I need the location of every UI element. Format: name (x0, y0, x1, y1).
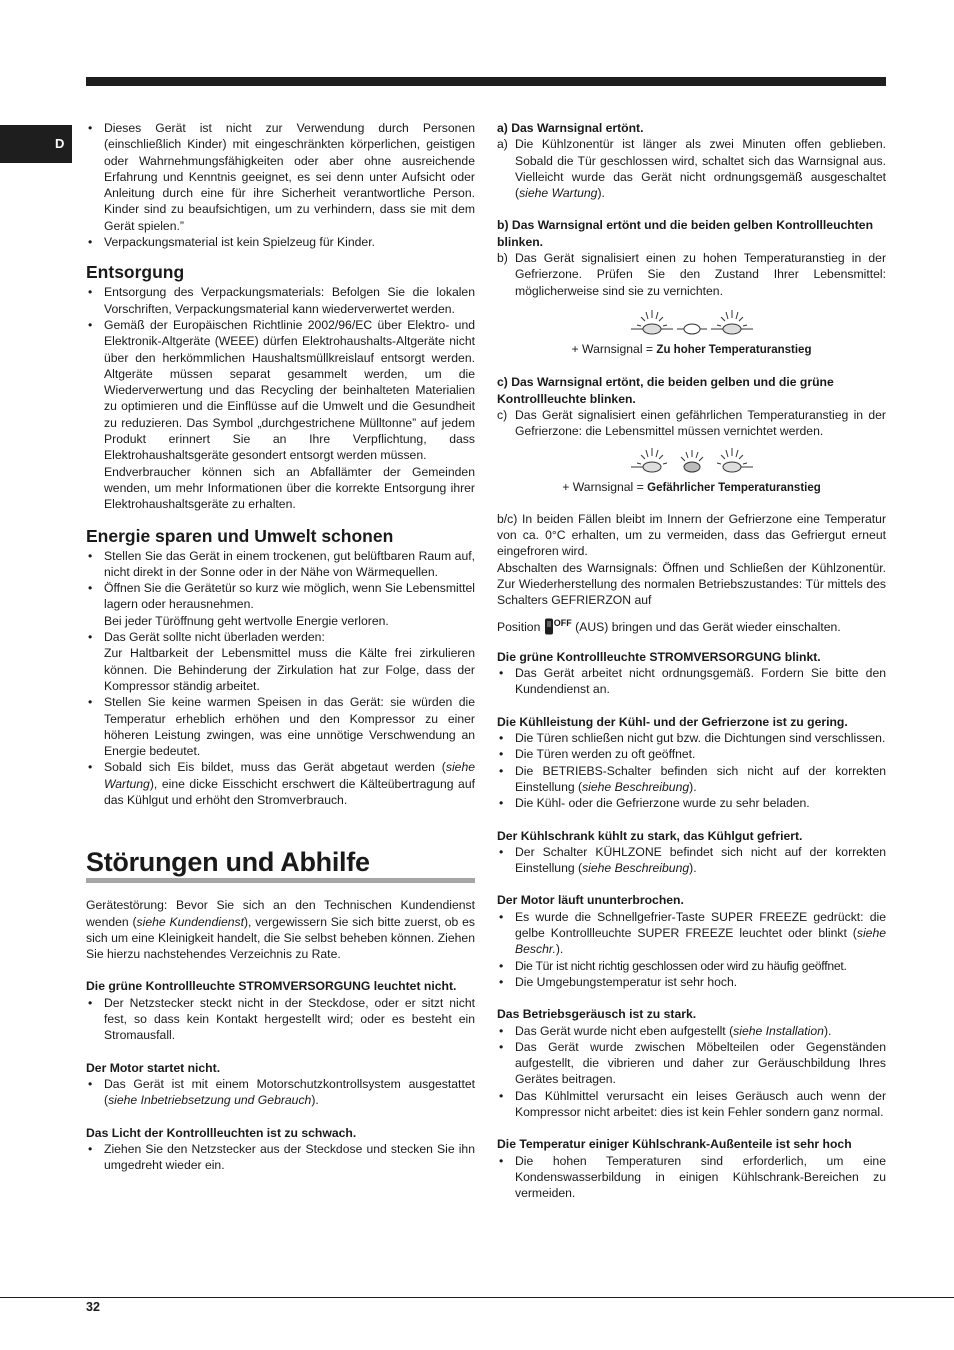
entsorgung-list (86, 284, 475, 512)
header-bar (86, 77, 886, 86)
problem-heading: b) Das Warnsignal ertönt und die beiden gelben Kontrollleuchten blinken. (497, 218, 874, 249)
blinking-yellow-lights-icon (627, 305, 757, 341)
cross-reference: siehe Inbetriebsetzung und Gebrauch (108, 1093, 312, 1108)
problem-list (497, 665, 886, 698)
left-column (86, 120, 475, 1173)
list-item: • Das Gerät wurde zwischen Möbelteilen oder Gegenständen aufgestellt, die vibrieren und daher zur Geräuschbildung Ihres Gerätes beitragen. (497, 1039, 886, 1088)
list-item: • Die Kühl- oder die Gefrierzone wurde zu sehr beladen. (497, 795, 886, 811)
off-label: OFF (553, 617, 572, 628)
intro-paragraph: Gerätestörung: Bevor Sie sich an den Technischen Kundendienst wenden (siehe Kundendienst), vergewissern Sie sich bitte zuerst, ob es sich um eine Kleinigkeit handelt, die Sie selbst beheben können. Ziehen Sie hierzu nachstehendes Verzeichnis zu Rate. (86, 898, 475, 962)
cross-reference: siehe Installation (733, 1023, 824, 1038)
abschalten-paragraph: Abschalten des Warnsignals: Öffnen und Schließen der Kühlzonentür. Zur Wiederherstellung des normalen Betriebszustandes: Tür mittels des Schalters GEFRIERZON auf (497, 560, 886, 608)
list-item: • Gemäß der Europäischen Richtlinie 2002/96/EC über Elektro- und Elektronik-Altgeräte (WEEE) dürfen Elektrohaushalts-Altgeräte nicht über den herkömmlichen Haushaltsmüllkreislauf entsorgt werden. Altgeräte müssen separat gesammelt werden, um die Wiederverwertung und das Recycling der beinhalteten Materialien zu optimieren und die Einflüsse auf die Umwelt und die Gesundheit zu reduzieren. Das Symbol „durchgestrichene Mülltonne” auf jedem Produkt erinnert Sie an Ihre Verpflichtung, dass Elektrohaushaltsgeräte gesondert entsorgt werden müssen. Endverbraucher können sich an Abfallämter der Gemeinden wenden, um mehr Informationen über die korrekte Entsorgung ihrer Elektrohaushaltsgeräte zu erhalten. (86, 317, 475, 513)
cross-reference: siehe Beschreibung (582, 779, 690, 794)
list-item: • Das Gerät sollte nicht überladen werden: Zur Haltbarkeit der Lebensmittel muss die Kälte frei zirkulieren können. Die Behinderung der Zirkulation hat zur Folge, dass der Kompressor ständig arbeitet. (86, 629, 475, 694)
list-item: • Die hohen Temperaturen sind erforderlich, um eine Kondenswasserbildung in einigen Kühlschrank-Bereichen zu vermeiden. (497, 1153, 886, 1202)
list-item: • Die Türen schließen nicht gut bzw. die Dichtungen sind verschlissen. (497, 730, 886, 746)
problem-heading: Die grüne Kontrollleuchte STROMVERSORGUNG leuchtet nicht. (86, 979, 457, 994)
list-item: • Die Umgebungstemperatur ist sehr hoch. (497, 974, 886, 990)
list-item: • Die Tür ist nicht richtig geschlossen oder wird zu häufig geöffnet. (497, 958, 886, 974)
problem-heading: a) Das Warnsignal ertönt. (497, 121, 644, 135)
indicator-lights-c (497, 443, 886, 479)
intro-list (86, 120, 475, 250)
language-tab: D (0, 125, 72, 163)
list-item: • Die Türen werden zu oft geöffnet. (497, 746, 886, 762)
bc-paragraph: b/c) In beiden Fällen bleibt im Innern der Gefrierzone eine Temperatur von ca. 0°C erhalten, um zu vermeiden, dass das Gefriergut erneut eingefroren wird. (497, 511, 886, 559)
problem-list (86, 995, 475, 1044)
problem-list (497, 1153, 886, 1202)
cross-reference: siehe Beschr. (515, 926, 886, 957)
problem-list (497, 730, 886, 811)
problem-heading: c) Das Warnsignal ertönt, die beiden gelben und die grüne Kontrollleuchte blinken. (497, 375, 834, 406)
case-b-text: b) Das Gerät signalisiert einen zu hohen Temperaturanstieg in der Gefrierzone. Prüfen Sie den Zustand Ihrer Lebensmittel: möglicherweise sind sie zu vernichten. (497, 251, 886, 298)
section-heading-energie: Energie sparen und Umwelt schonen (86, 525, 394, 546)
switch-knob-icon (544, 618, 554, 635)
list-item: • Die BETRIEBS-Schalter befinden sich nicht auf der korrekten Einstellung (siehe Beschreibung). (497, 763, 886, 796)
problem-heading: Die grüne Kontrollleuchte STROMVERSORGUNG blinkt. (497, 649, 821, 664)
list-item: • Dieses Gerät ist nicht zur Verwendung durch Personen (einschließlich Kinder) mit eingeschränkten körperlichen, geistigen oder Wahrnehmungsfähigkeiten oder aber ohne ausreichende Erfahrung und Kenntnis geeignet, es sei denn unter Aufsicht oder Anleitung durch eine für ihre Sicherheit verantwortliche Person. Kinder sind zu beaufsichtigen, um zu verhindern, dass sie mit dem Gerät spielen.” (86, 120, 475, 234)
cross-reference: siehe Beschreibung (582, 861, 690, 876)
section-heading-entsorgung: Entsorgung (86, 262, 185, 283)
list-item: • Stellen Sie das Gerät in einem trockenen, gut belüftbaren Raum auf, nicht direkt in der Sonne oder in der Nähe von Wärmequellen. (86, 548, 475, 581)
list-item: • Das Gerät arbeitet nicht ordnungsgemäß. Fordern Sie bitte den Kundendienst an. (497, 665, 886, 698)
cross-reference: siehe Wartung (519, 186, 598, 201)
problem-heading: Das Licht der Kontrollleuchten ist zu schwach. (86, 1125, 357, 1140)
list-item-continuation: Endverbraucher können sich an Abfallämter der Gemeinden wenden, um mehr Informationen über die korrekte Entsorgung ihrer Elektrohaushaltsgeräte zu erhalten. (104, 464, 475, 512)
list-item: • Verpackungsmaterial ist kein Spielzeug für Kinder. (86, 234, 475, 250)
problem-heading: Der Motor startet nicht. (86, 1060, 221, 1075)
list-item: • Es wurde die Schnellgefrier-Taste SUPER FREEZE gedrückt: die gelbe Kontrollleuchte SUPER FREEZE leuchtet oder blinkt (siehe Beschr.). (497, 909, 886, 958)
list-item: • Der Schalter KÜHLZONE befindet sich nicht auf der korrekten Einstellung (siehe Beschreibung). (497, 844, 886, 877)
problem-heading: Die Kühlleistung der Kühl- und der Gefrierzone ist zu gering. (497, 714, 848, 729)
position-line: Position $^{OFF}$ (AUS) bringen und das Gerät wieder einschalten. (497, 617, 841, 634)
footer-rule (0, 1297, 954, 1298)
problem-heading: Der Motor läuft ununterbrochen. (497, 893, 684, 908)
blinking-all-lights-icon (627, 443, 757, 479)
problem-list (497, 844, 886, 877)
energie-list (86, 548, 475, 809)
problem-heading: Der Kühlschrank kühlt zu stark, das Kühlgut gefriert. (497, 828, 803, 843)
list-item: • Stellen Sie keine warmen Speisen in das Gerät: sie würden die Temperatur erheblich erhöhen und den Kompressor zu einer höheren Leistung zwingen, was eine unnötige Verschwendung an Energie bedeutet. (86, 694, 475, 759)
page-title: Störungen und Abhilfe (86, 847, 370, 878)
list-item: • Entsorgung des Verpackungsmaterials: Befolgen Sie die lokalen Vorschriften, Verpackungsmaterial kann wiederverwertet werden. (86, 284, 475, 317)
problem-list (497, 909, 886, 990)
page-number: 32 (86, 1300, 100, 1314)
case-c-text: c) Das Gerät signalisiert einen gefährlichen Temperaturanstieg in der Gefrierzone: die Lebensmittel müssen vernichtet werden. (497, 407, 886, 439)
right-column (497, 120, 886, 1202)
indicator-lights-b (497, 305, 886, 341)
list-item: • Das Gerät ist mit einem Motorschutzkontrollsystem ausgestattet (siehe Inbetriebsetzung und Gebrauch). (86, 1076, 475, 1109)
list-item-continuation: Zur Haltbarkeit der Lebensmittel muss die Kälte frei zirkulieren können. Die Behinderung der Zirkulation hat zur Folge, dass der Kompressor ständig arbeitet. (104, 646, 475, 693)
caption-c: + Warnsignal = Gefährlicher Temperaturanstieg (562, 480, 821, 495)
problem-heading: Die Temperatur einiger Kühlschrank-Außenteile ist sehr hoch (497, 1137, 852, 1152)
case-a-text: a) Die Kühlzonentür ist länger als zwei Minuten offen geblieben. Sobald die Tür geschlossen wird, schaltet sich das Warnsignal aus. Vielleicht wurde das Gerät nicht ordnungsgemäß ausgeschaltet (siehe Wartung). (497, 137, 886, 201)
problem-heading: Das Betriebsgeräusch ist zu stark. (497, 1007, 697, 1022)
list-item: • Ziehen Sie den Netzstecker aus der Steckdose und stecken Sie ihn umgedreht wieder ein. (86, 1141, 475, 1174)
caption-b: + Warnsignal = Zu hoher Temperaturanstieg (571, 341, 812, 356)
list-item: • Das Gerät wurde nicht eben aufgestellt (siehe Installation). (497, 1023, 886, 1039)
problem-list (497, 1023, 886, 1121)
problem-list (86, 1076, 475, 1109)
cross-reference: siehe Kundendienst (136, 914, 244, 929)
list-item: • Sobald sich Eis bildet, muss das Gerät abgetaut werden (siehe Wartung), eine dicke Eisschicht erschwert die Kälteübertragung auf das Kühlgut und erhöht den Stromverbrauch. (86, 759, 475, 808)
problem-list (86, 1141, 475, 1174)
list-item: • Der Netzstecker steckt nicht in der Steckdose, oder er sitzt nicht fest, so dass kein Kontakt hergestellt wird; oder es besteht ein Stromausfall. (86, 995, 475, 1044)
cross-reference: siehe Wartung (104, 760, 475, 791)
list-item-continuation: Bei jeder Türöffnung geht wertvolle Energie verloren. (104, 613, 389, 628)
list-item: • Das Kühlmittel verursacht ein leises Geräusch auch wenn der Kompressor nicht arbeitet: dies ist kein Fehler sondern ganz normal. (497, 1088, 886, 1121)
list-item: • Öffnen Sie die Gerätetür so kurz wie möglich, wenn Sie Lebensmittel lagern oder herausnehmen. Bei jeder Türöffnung geht wertvolle Energie verloren. (86, 580, 475, 629)
